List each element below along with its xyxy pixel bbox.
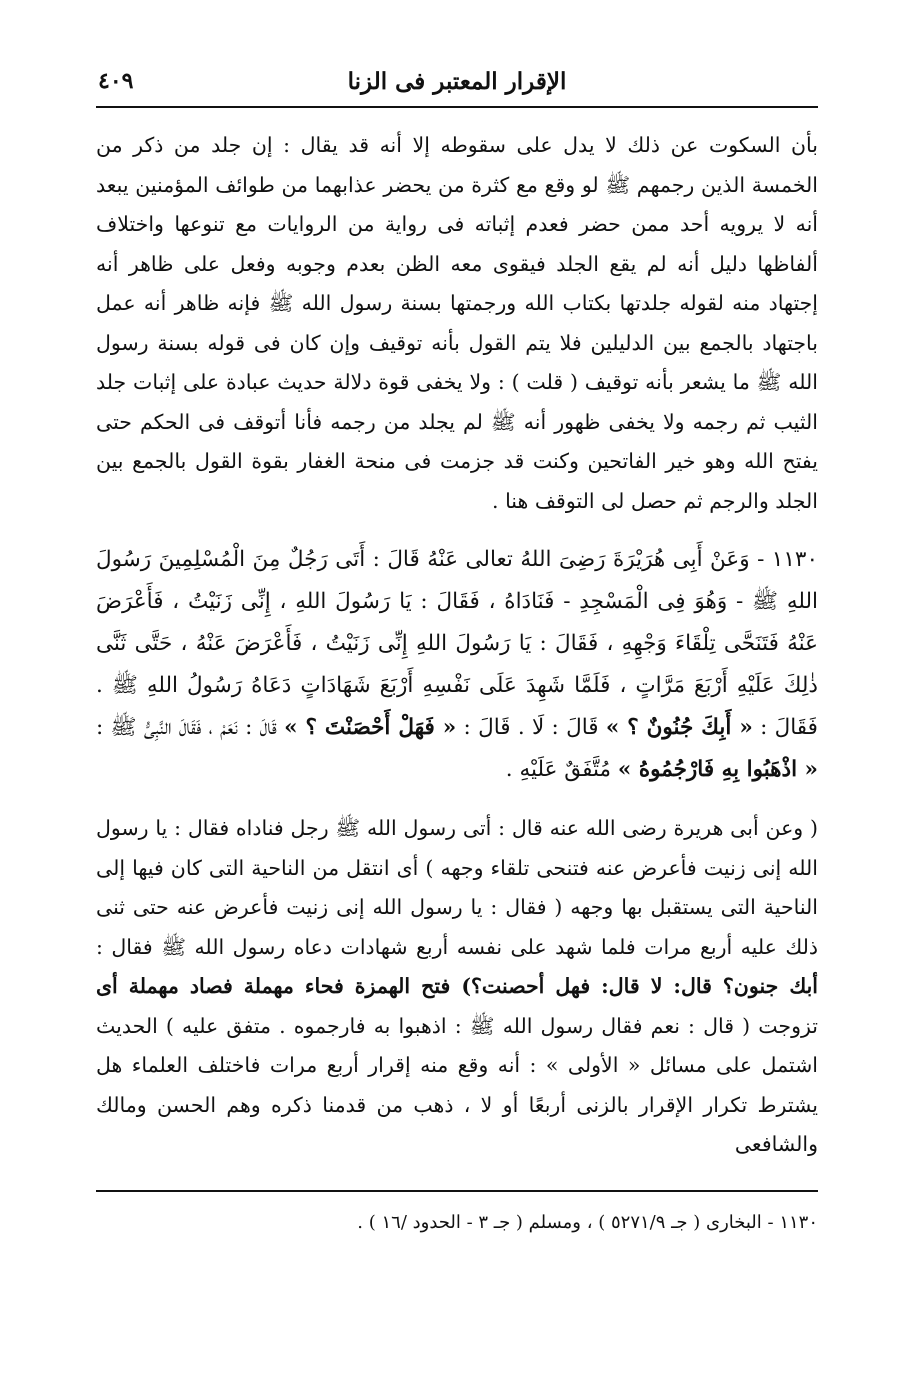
hadith-question: « فَهَلْ أَحْصَنْتَ ؟ » bbox=[284, 715, 457, 740]
hadith-part: ١١٣٠ - وَعَنْ أَبِى هُرَيْرَةَ رَضِىَ اللهُ تعالى عَنْهُ قَالَ : أَتَى رَجُلٌ مِنَ الْمُسْلِمِينَ رَسُولَ اللهِ ﷺ - وَهُوَ فِى الْمَسْجِدِ - فَنَادَاهُ ، فَقَالَ : يَا رَسُولَ اللهِ ، إِنِّى زَنَيْتُ ، فَأَعْرَضَ عَنْهُ فَتَنَحَّى تِلْقَاءَ وَجْهِهِ ، فَقَالَ : يَا رَسُولَ اللهِ إِنِّى زَنَيْتُ ، فَأَعْرَضَ عَنْهُ ، حَتَّى ثَنَّى ذٰلِكَ عَلَيْهِ أَرْبَعَ مَرَّاتٍ ، فَلَمَّا شَهِدَ عَلَى نَفْسِهِ أَرْبَعَ شَهَادَاتٍ دَعَاهُ رَسُولُ اللهِ ﷺ . فَقَالَ : bbox=[96, 547, 818, 740]
commentary-paragraph bbox=[96, 809, 818, 1165]
commentary-part: تزوجت ( قال : نعم فقال رسول الله ﷺ : اذهبوا به فارجموه . متفق عليه ) الحديث اشتمل على مسائل « الأولى » : أنه وقع منه إقرار أربع مرات فاختلف العلماء هل يشترط تكرار الإقرار بالزنى أربعًا أو لا ، ذهب من قدمنا ذكره وهم الحسن ومالك والشافعى bbox=[96, 1013, 818, 1156]
page-content bbox=[96, 62, 818, 1165]
hadith-part: مُتَّفَقٌ عَلَيْهِ . bbox=[505, 757, 612, 782]
footnote: ١١٣٠ - البخارى ( جـ ٥٢٧١/٩ ) ، ومسلم ( جـ ٣ - الحدود /١٦ ) . bbox=[357, 1212, 818, 1233]
hadith-text bbox=[96, 539, 818, 791]
hadith-part: قَالَ : لَا . قَالَ : bbox=[463, 715, 599, 740]
hadith-command: « اذْهَبُوا بِهِ فَارْجُمُوهُ » bbox=[617, 757, 818, 782]
hadith-part: قَالَ : نَعَمْ ، فَقَالَ النَّبِىُّ ﷺ : bbox=[96, 715, 277, 740]
commentary-part: ( وعن أبى هريرة رضى الله عنه قال : أتى رسول الله ﷺ رجل فناداه فقال : يا رسول الله إنى زنيت فأعرض عنه فتنحى تلقاء وجهه ) أى انتقل من الناحية التى كان فيها إلى الناحية التى يستقبل بها وجهه ( فقال : يا رسول الله إنى زنيت فأعرض عنه حتى ثنى ذلك عليه أربع مرات فلما شهد على نفسه أربع شهادات دعاه رسول الله ﷺ فقال : bbox=[96, 816, 818, 959]
commentary-bold: أبك جنون؟ قال: لا قال: فهل أحصنت؟) فتح الهمزة فحاء مهملة فصاد مهملة أى bbox=[96, 974, 818, 998]
commentary-paragraph-continued: بأن السكوت عن ذلك لا يدل على سقوطه إلا أنه قد يقال : إن جلد من ذكر من الخمسة الذين رجمهم ﷺ لو وقع مع كثرة من يحضر عذابهما من طوائف المؤمنين يبعد أنه لا يرويه أحد ممن حضر فعدم إثباته فى رواية من الروايات مع تنوعها واختلاف ألفاظها دليل أنه لم يقع الجلد فيقوى معه الظن بعدم وجوبه وفعل على ظاهر أنه إجتهاد منه لقوله جلدتها بكتاب الله ورجمتها بسنة رسول الله ﷺ فإنه ظاهر أنه عمل باجتهاد بالجمع بين الدليلين فلا يتم القول بأنه توقيف وإن كان فى قوله بسنة رسول الله ﷺ ما يشعر بأنه توقيف ( قلت ) : ولا يخفى قوة دلالة حديث عبادة على إثبات جلد الثيب ثم رجمه ولا يخفى ظهور أنه ﷺ لم يجلد من رجمه فأنا أتوقف فى الحكم حتى يفتح الله وهو خير الفاتحين وكنت قد جزمت فى منحة الغفار بقوة القول بالجمع بين الجلد والرجم ثم حصل لى التوقف هنا . bbox=[96, 133, 818, 513]
running-title: الإقرار المعتبر فى الزنا bbox=[347, 68, 567, 95]
page-header bbox=[96, 62, 818, 108]
hadith-question: « أَبِكَ جُنُونٌ ؟ » bbox=[605, 715, 753, 740]
page-number: ٤٠٩ bbox=[98, 68, 134, 94]
footnote-divider bbox=[96, 1190, 818, 1192]
page-body bbox=[96, 126, 818, 1165]
